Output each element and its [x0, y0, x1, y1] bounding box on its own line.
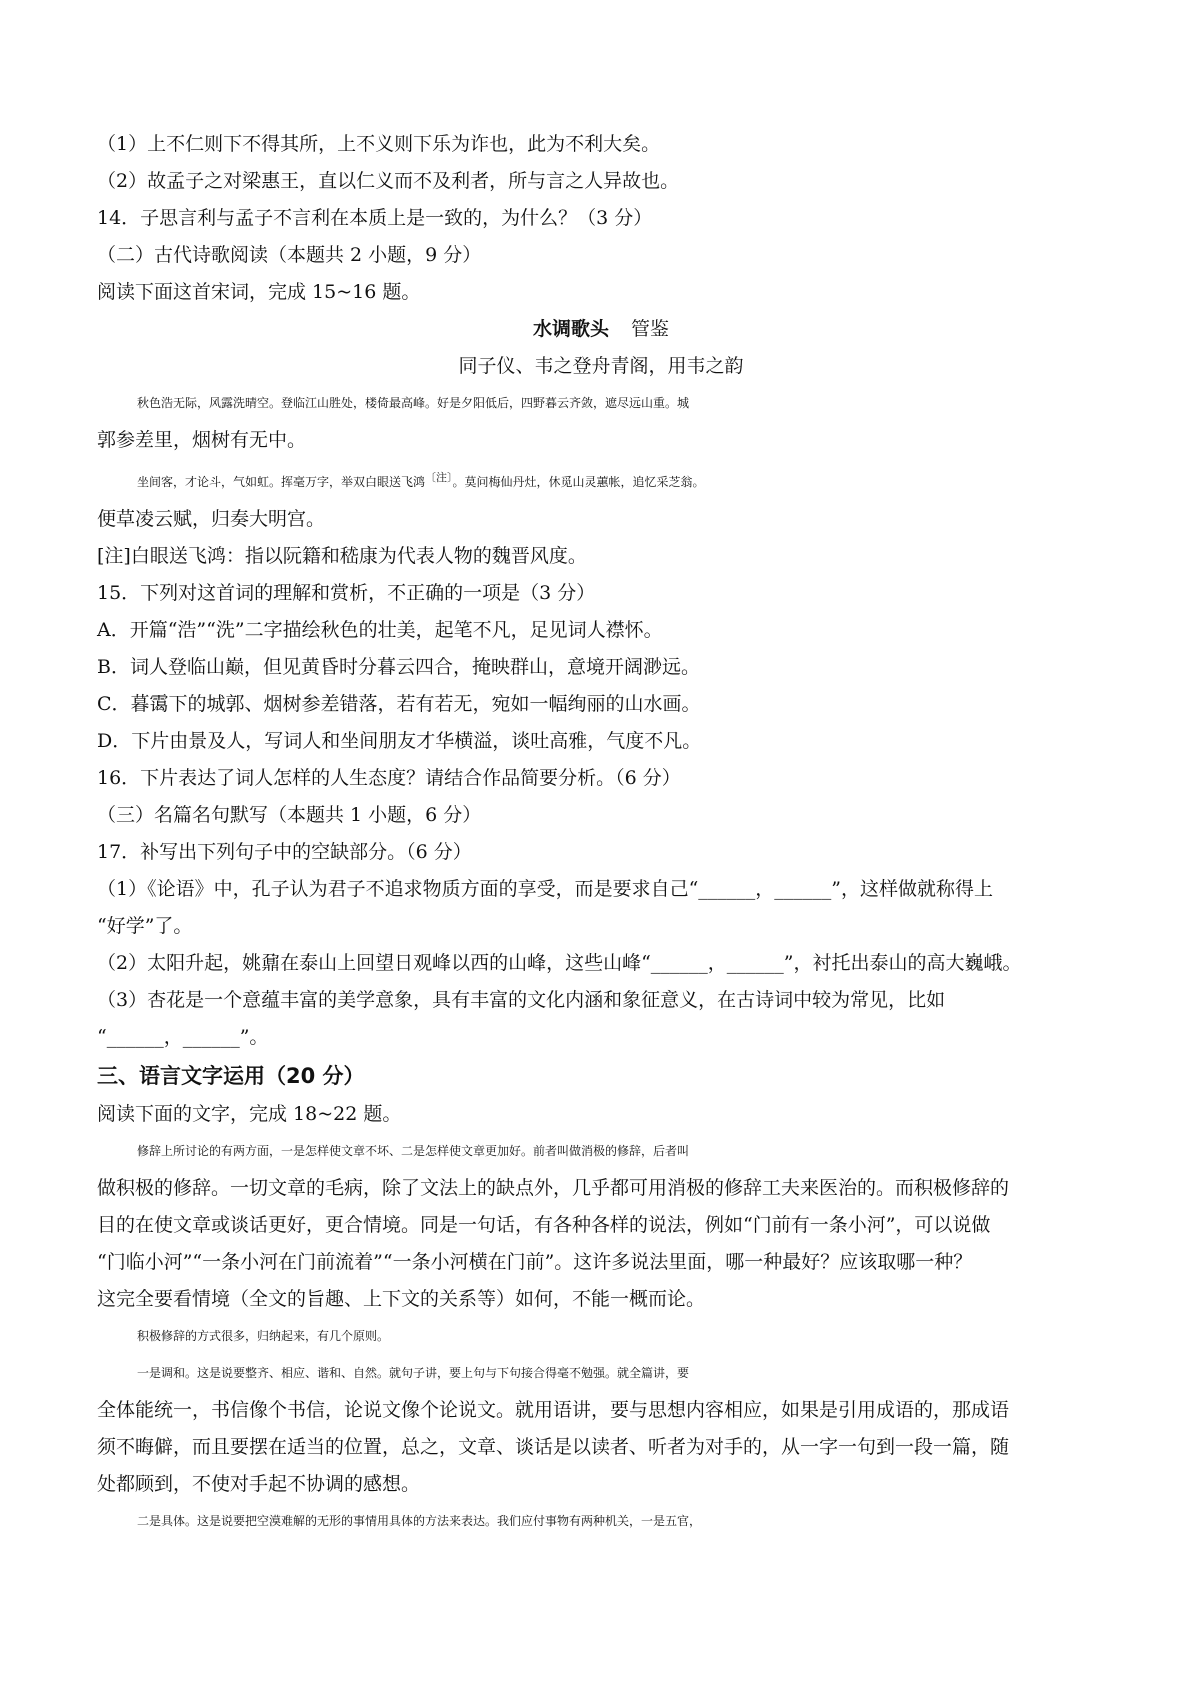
- passage-line: 目的在使文章或谈话更好，更合情境。同是一句话，有各种各样的说法，例如“门前有一条小河”，可以说做: [97, 1214, 991, 1236]
- passage-line: 二是具体。这是说要把空漠难解的无形的事情用具体的方法来表达。我们应付事物有两种机关，一是五官，: [137, 1514, 702, 1528]
- passage-line: 处都顾到，不使对手起不协调的感想。: [97, 1473, 421, 1495]
- poem-stanza-2-line: 便草凌云赋，归奏大明宫。: [97, 508, 326, 530]
- part-3-instructions: 阅读下面的文字，完成 18~22 题。: [97, 1103, 402, 1125]
- question-17-3: （3）杏花是一个意蕴丰富的美学意象，具有丰富的文化内涵和象征意义，在古诗词中较为常见，比如: [97, 989, 946, 1011]
- poem-text: 坐间客，才论斗，气如虹。挥毫万字，举双白眼送飞鸿: [137, 475, 426, 489]
- passage-line: 这完全要看情境（全文的旨趣、上下文的关系等）如何，不能一概而论。: [97, 1288, 706, 1310]
- question-14: 14．子思言利与孟子不言利在本质上是一致的，为什么？（3 分）: [97, 207, 653, 229]
- section-poetry-heading: （二）古代诗歌阅读（本题共 2 小题，9 分）: [97, 244, 482, 266]
- text-line: （1）上不仁则下不得其所，上不义则下乐为诈也，此为不利大矣。: [97, 133, 661, 155]
- poem-footnote: [注]白眼送飞鸿：指以阮籍和嵇康为代表人物的魏晋风度。: [97, 545, 587, 567]
- passage-line: 一是调和。这是说要整齐、相应、谐和、自然。就句子讲，要上句与下句接合得毫不勉强。就全篇讲，要: [137, 1366, 690, 1380]
- option-a: A．开篇“浩”“洗”二字描绘秋色的壮美，起笔不凡，足见词人襟怀。: [97, 619, 663, 641]
- poem-title: 水调歌头: [532, 318, 609, 340]
- poem-stanza-2-line: [97, 459, 1105, 501]
- question-16: 16．下片表达了词人怎样的人生态度？请结合作品简要分析。（6 分）: [97, 767, 681, 789]
- poem-stanza-1-line: 郭参差里，烟树有无中。: [97, 429, 307, 451]
- passage-line: 全体能统一，书信像个书信，论说文像个论说文。就用语讲，要与思想内容相应，如果是引用成语的，那成语: [97, 1399, 1010, 1421]
- question-17-1: （1）《论语》中，孔子认为君子不追求物质方面的享受，而是要求自己“______，______”，这样做就称得上: [97, 878, 994, 900]
- poetry-instructions: 阅读下面这首宋词，完成 15~16 题。: [97, 281, 421, 303]
- poem-text: 。莫问梅仙丹灶，休觅山灵蕙帐，追忆采芝翁。: [452, 475, 705, 489]
- passage-line: 积极修辞的方式很多，归纳起来，有几个原则。: [137, 1329, 390, 1343]
- poem-stanza-1-line: 秋色浩无际，风露洗晴空。登临江山胜处，楼倚最高峰。好是夕阳低后，四野暮云齐敛，遮尽远山重。城: [137, 396, 690, 410]
- poem-title-line: [97, 311, 1105, 348]
- option-b: B．词人登临山巅，但见黄昏时分暮云四合，掩映群山，意境开阔渺远。: [97, 656, 700, 678]
- passage-line: 须不晦僻，而且要摆在适当的位置，总之，文章、谈话是以读者、听者为对手的，从一字一句到一段一篇，随: [97, 1436, 1010, 1458]
- question-17-2: （2）太阳升起，姚鼐在泰山上回望日观峰以西的山峰，这些山峰“______，______”，衬托出泰山的高大巍峨。: [97, 952, 1022, 974]
- question-17-3-cont: “______，______”。: [97, 1026, 269, 1048]
- passage-line: 做积极的修辞。一切文章的毛病，除了文法上的缺点外，几乎都可用消极的修辞工夫来医治的。而积极修辞的: [97, 1177, 1010, 1199]
- option-d: D．下片由景及人，写词人和坐间朋友才华横溢，谈吐高雅，气度不凡。: [97, 730, 702, 752]
- question-15: 15．下列对这首词的理解和赏析，不正确的一项是（3 分）: [97, 582, 596, 604]
- part-3-heading: 三、语言文字运用（20 分）: [97, 1064, 365, 1088]
- passage-line: “门临小河”“一条小河在门前流着”“一条小河横在门前”。这许多说法里面，哪一种最好？应该取哪一种？: [97, 1251, 973, 1273]
- text-line: （2）故孟子之对梁惠王，直以仁义而不及利者，所与言之人异故也。: [97, 170, 680, 192]
- section-recitation-heading: （三）名篇名句默写（本题共 1 小题，6 分）: [97, 804, 482, 826]
- question-17-1-cont: “好学”了。: [97, 915, 193, 937]
- option-c: C．暮霭下的城郭、烟树参差错落，若有若无，宛如一幅绚丽的山水画。: [97, 693, 701, 715]
- question-17: 17．补写出下列句子中的空缺部分。（6 分）: [97, 841, 472, 863]
- poem-author: 管鉴: [631, 318, 670, 340]
- footnote-marker: 〔注〕: [425, 471, 453, 484]
- poem-subtitle: 同子仪、韦之登舟青阁，用韦之韵: [458, 355, 744, 377]
- passage-line: 修辞上所讨论的有两方面，一是怎样使文章不坏、二是怎样使文章更加好。前者叫做消极的修辞，后者叫: [137, 1144, 690, 1158]
